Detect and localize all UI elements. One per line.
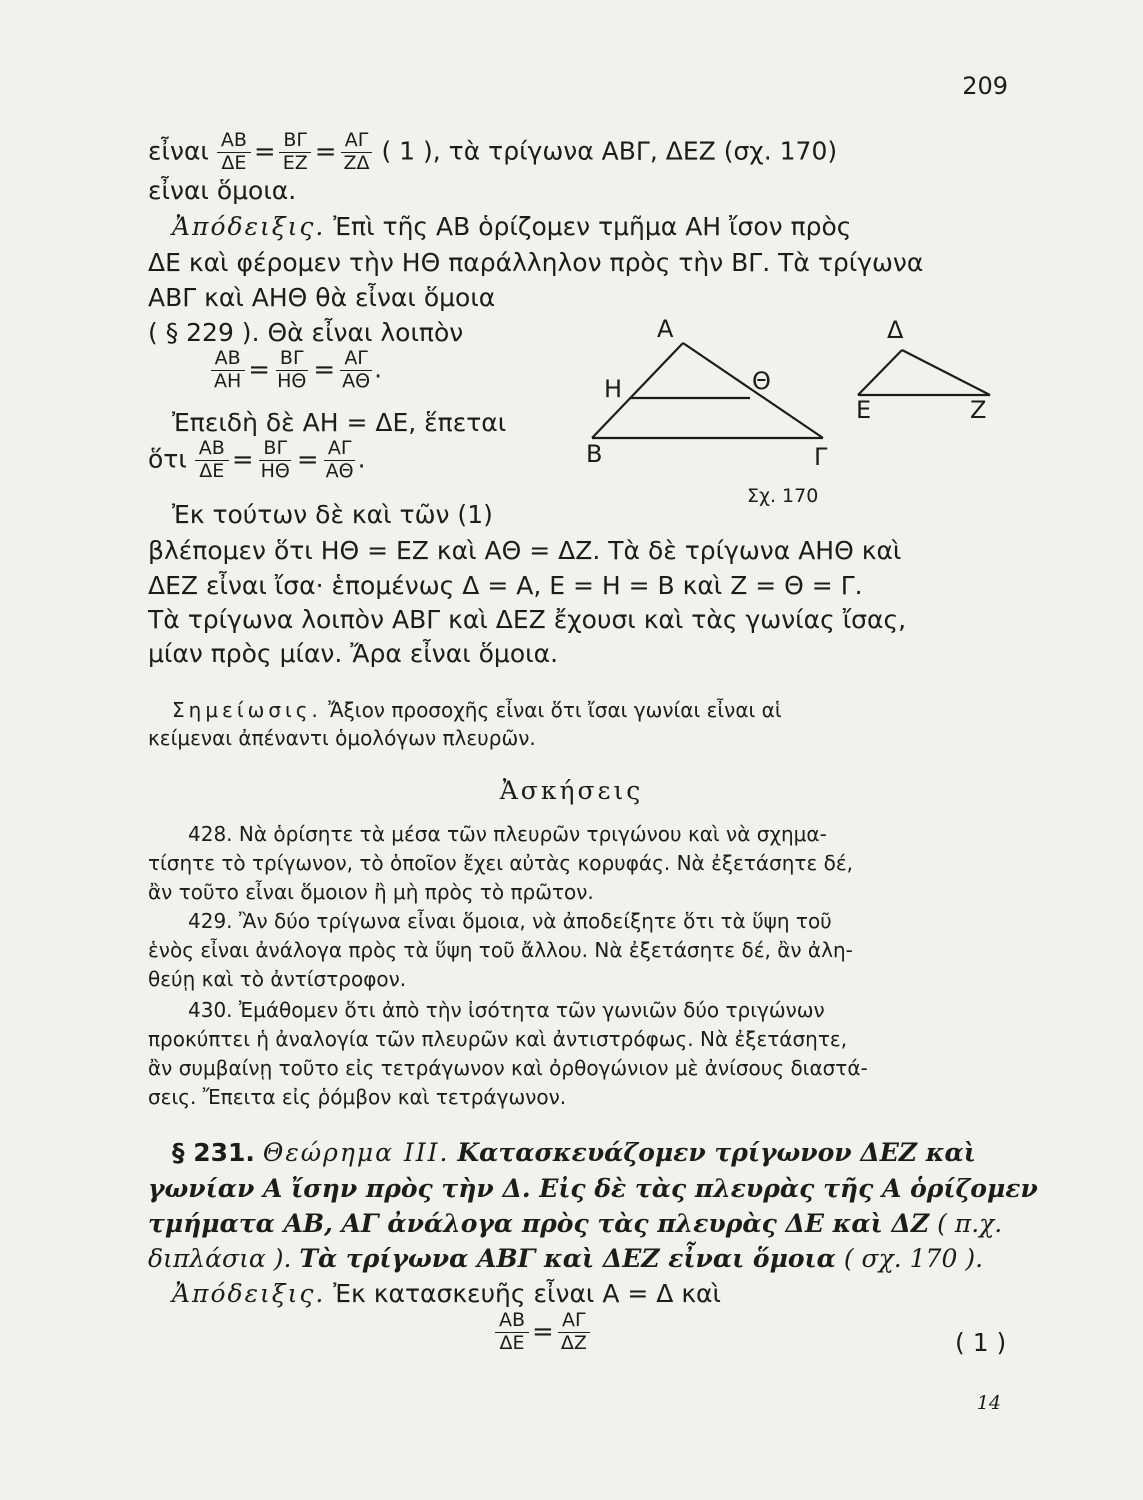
ex430-line-1: 430. Ἐμάθομεν ὅτι ἀπὸ τὴν ἰσότητα τῶν γωνιῶν δύο τριγώνων bbox=[188, 998, 825, 1022]
proof1-equation-1: $\frac{AB}{AH}$ = $\frac{B\Gamma}{H\Theta}$ = $\frac{A\Gamma}{A\Theta}$ . bbox=[210, 348, 382, 393]
side-DE bbox=[858, 350, 902, 395]
proof-label: Ἀπόδειξις. bbox=[172, 212, 326, 241]
proof1-line-9: Τὰ τρίγωνα λοιπὸν ΑΒΓ καὶ ΔΕΖ ἔχουσι καὶ τὰς γωνίας ἴσας, bbox=[148, 605, 907, 634]
ex428-line-2: τίσητε τὸ τρίγωνον, τὸ ὁποῖον ἔχει αὐτὰς κορυφάς. Νὰ ἐξετάσητε δέ, bbox=[148, 851, 854, 875]
ex430-line-2: προκύπτει ἡ ἀναλογία τῶν πλευρῶν καὶ ἀντιστρόφως. Νὰ ἐξετάσητε, bbox=[148, 1027, 848, 1051]
fraction: $\frac{A\Gamma}{Z\Delta}$ bbox=[340, 130, 374, 175]
proof1-line-2: ΔΕ καὶ φέρομεν τὴν ΗΘ παράλληλον πρὸς τὴν ΒΓ. Τὰ τρίγωνα bbox=[148, 248, 924, 277]
ex429-line-2: ἑνὸς εἶναι ἀνάλογα πρὸς τὰ ὕψη τοῦ ἄλλου. Νὰ ἐξετάσητε δέ, ἂν ἀλη- bbox=[148, 938, 853, 962]
intro-line-2: εἶναι ὅμοια. bbox=[148, 176, 297, 205]
ex430-line-4: σεις. Ἔπειτα εἰς ῥόμβον καὶ τετράγωνον. bbox=[148, 1085, 567, 1109]
proof1-equation-2: ὅτι $\frac{AB}{\Delta E}$ = $\frac{B\Gamma}{H\Theta}$ = $\frac{A\Gamma}{A\Theta}$ . bbox=[148, 437, 366, 482]
label-D: Δ bbox=[887, 316, 904, 344]
fraction: $\frac{A\Gamma}{\Delta Z}$ bbox=[557, 1310, 591, 1355]
label-Z: Ζ bbox=[970, 396, 987, 424]
theorem-line-2: γωνίαν Α ἴσην πρὸς τὴν Δ. Εἰς δὲ τὰς πλευρὰς τῆς Α ὁρίζομεν bbox=[148, 1174, 1038, 1203]
ex429-line-1: 429. Ἂν δύο τρίγωνα εἶναι ὅμοια, νὰ ἀποδείξητε ὅτι τὰ ὕψη τοῦ bbox=[188, 909, 832, 933]
exercises-heading: Ἀσκήσεις bbox=[499, 776, 644, 805]
theorem-line-1: § 231. Θεώρημα III. Κατασκευάζομεν τρίγωνον ΔΕΖ καὶ bbox=[172, 1138, 976, 1167]
ex430-line-3: ἂν συμβαίνῃ τοῦτο εἰς τετράγωνον καὶ ὀρθογώνιον μὲ ἀνίσους διαστά- bbox=[148, 1056, 868, 1080]
note-label: Σημείωσις. bbox=[172, 698, 322, 722]
footer-signature-mark: 14 bbox=[976, 1392, 1001, 1414]
proof1-line-5: Ἐπειδὴ δὲ ΑΗ = ΔΕ, ἕπεται bbox=[172, 408, 507, 437]
ex428-line-3: ἂν τοῦτο εἶναι ὅμοιον ἢ μὴ πρὸς τὸ πρῶτον. bbox=[148, 880, 594, 904]
proof1-line-8: ΔΕΖ εἶναι ἴσα· ἑπομένως Δ = Α, Ε = Η = Β καὶ Ζ = Θ = Γ. bbox=[148, 571, 863, 600]
section-number: § 231. bbox=[172, 1138, 255, 1167]
label-H: Η bbox=[604, 375, 623, 403]
page-number: 209 bbox=[962, 72, 1008, 100]
label-A: Α bbox=[657, 315, 674, 343]
proof1-line-1: Ἀπόδειξις. Ἐπὶ τῆς ΑΒ ὁρίζομεν τμῆμα ΑΗ ἴσον πρὸς bbox=[172, 212, 852, 241]
fraction: $\frac{AB}{\Delta E}$ bbox=[495, 1310, 529, 1355]
proof1-line-4: ( § 229 ). Θὰ εἶναι λοιπὸν bbox=[148, 318, 464, 347]
label-E: Ε bbox=[856, 396, 872, 424]
fraction: $\frac{A\Gamma}{A\Theta}$ bbox=[342, 347, 371, 392]
side-DZ bbox=[902, 350, 990, 395]
figure-caption: Σχ. 170 bbox=[747, 485, 819, 507]
ex429-line-3: θεύῃ καὶ τὸ ἀντίστροφον. bbox=[148, 967, 407, 991]
proof1-line-3: ΑΒΓ καὶ ΑΗΘ θὰ εἶναι ὅμοια bbox=[148, 283, 496, 312]
fraction: $\frac{A\Gamma}{A\Theta}$ bbox=[325, 437, 354, 482]
proof2-line-1: Ἀπόδειξις. Ἐκ κατασκευῆς εἶναι Α = Δ καὶ bbox=[172, 1279, 721, 1308]
proof1-line-6: Ἐκ τούτων δὲ καὶ τῶν (1) bbox=[172, 500, 493, 529]
intro-suffix: ( 1 ), τὰ τρίγωνα ΑΒΓ, ΔΕΖ (σχ. 170) bbox=[381, 136, 838, 166]
fraction: $\frac{AB}{\Delta E}$ bbox=[217, 130, 251, 175]
equation-number: ( 1 ) bbox=[955, 1328, 1007, 1357]
proof1-line-10: μίαν πρὸς μίαν. Ἄρα εἶναι ὅμοια. bbox=[148, 639, 559, 668]
figure-170 bbox=[580, 305, 1000, 510]
label-Th: Θ bbox=[752, 367, 771, 395]
theorem-line-4: διπλάσια ). Τὰ τρίγωνα ΑΒΓ καὶ ΔΕΖ εἶναι ὅμοια ( σχ. 170 ). bbox=[148, 1244, 984, 1273]
proof1-line-7: βλέπομεν ὅτι ΗΘ = ΕΖ καὶ ΑΘ = ΔΖ. Τὰ δὲ τρίγωνα ΑΗΘ καὶ bbox=[148, 536, 902, 565]
label-G: Γ bbox=[814, 443, 828, 471]
fraction: $\frac{AB}{\Delta E}$ bbox=[195, 438, 229, 483]
fraction: $\frac{B\Gamma}{EZ}$ bbox=[279, 130, 312, 175]
ex428-line-1: 428. Νὰ ὁρίσητε τὰ μέσα τῶν πλευρῶν τριγώνου καὶ νὰ σχημα- bbox=[188, 822, 827, 846]
proof2-equation: $\frac{AB}{\Delta E}$ = $\frac{A\Gamma}{\Delta Z}$ bbox=[495, 1310, 591, 1355]
fraction: $\frac{B\Gamma}{H\Theta}$ bbox=[277, 347, 307, 392]
fraction: $\frac{AB}{AH}$ bbox=[210, 348, 245, 393]
label-B: Β bbox=[586, 440, 603, 468]
note-line-1: Σημείωσις. Ἄξιον προσοχῆς εἶναι ὅτι ἴσαι γωνίαι εἶναι αἱ bbox=[172, 698, 782, 722]
theorem-line-3: τμήματα ΑΒ, ΑΓ ἀνάλογα πρὸς τὰς πλευρὰς ΔΕ καὶ ΔΖ ( π.χ. bbox=[148, 1209, 1003, 1238]
fraction: $\frac{B\Gamma}{H\Theta}$ bbox=[260, 437, 290, 482]
intro-prefix: εἶναι bbox=[148, 136, 209, 166]
theorem-label: Θεώρημα III. bbox=[262, 1138, 450, 1167]
intro-equation-line: εἶναι $\frac{AB}{\Delta E}$ = $\frac{B\Gamma}{EZ}$ = $\frac{A\Gamma}{Z\Delta}$ ( 1 ), τὰ τρίγωνα ΑΒΓ, ΔΕΖ (σχ. 170) bbox=[148, 129, 838, 174]
note-line-2: κείμεναι ἀπέναντι ὁμολόγων πλευρῶν. bbox=[148, 726, 536, 750]
proof-label: Ἀπόδειξις. bbox=[172, 1279, 326, 1308]
